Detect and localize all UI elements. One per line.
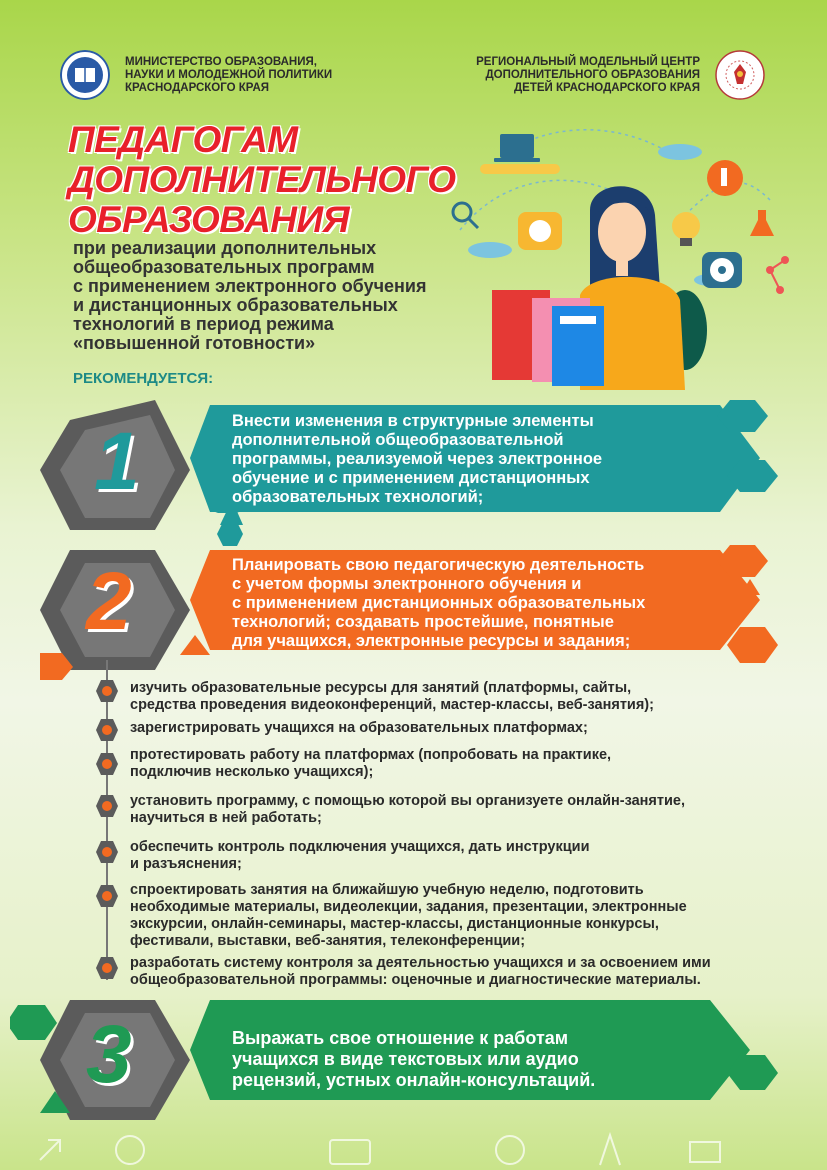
step-text-line: Планировать свою педагогическую деятельность xyxy=(232,556,645,574)
step-text-line: программы, реализуемой через электронное xyxy=(232,450,603,468)
list-item-line: установить программу, с помощью которой вы организуете онлайн-занятие, xyxy=(130,793,686,809)
list-item-line: средства проведения видеоконференций, мастер-классы, веб-занятия); xyxy=(130,697,654,713)
step-1-number: 1 xyxy=(94,416,140,507)
step-text-line: Внести изменения в структурные элементы xyxy=(232,412,594,430)
list-item xyxy=(96,789,796,833)
list-item-line: протестировать работу на платформах (попробовать на практике, xyxy=(130,747,612,763)
list-item xyxy=(96,747,796,789)
list-item xyxy=(96,680,796,717)
list-item-line: общеобразовательной программы: оценочные и диагностические материалы. xyxy=(130,972,701,988)
step-text-line: Выражать свое отношение к работам xyxy=(232,1028,569,1048)
left-org-line: КРАСНОДАРСКОГО КРАЯ xyxy=(125,82,270,94)
soccer-ball-icon xyxy=(702,252,742,288)
lightbulb-icon xyxy=(672,212,700,246)
microscope-icon xyxy=(707,160,743,196)
list-item-line: подключив несколько учащихся); xyxy=(130,764,374,780)
subtitle-line: и дистанционных образовательных xyxy=(73,295,398,315)
step-text-line: с учетом формы электронного обучения и xyxy=(232,575,582,593)
step-text-line: дополнительной общеобразовательной xyxy=(232,431,564,449)
step-1-text xyxy=(232,412,602,507)
hex-bullet-icon xyxy=(96,719,118,741)
hex-bullet-icon xyxy=(96,885,118,907)
left-org-line: НАУКИ И МОЛОДЕЖНОЙ ПОЛИТИКИ xyxy=(125,69,333,81)
title-line: ОБРАЗОВАНИЯ xyxy=(68,199,350,240)
list-item-line: необходимые материалы, видеолекции, задания, презентации, электронные xyxy=(130,899,687,915)
teacher-illustration xyxy=(440,120,800,390)
step-text-line: для учащихся, электронные ресурсы и задания; xyxy=(232,632,631,650)
subtitle-line: общеобразовательных программ xyxy=(73,257,375,277)
flask-icon xyxy=(750,210,774,236)
hex-bullet-icon xyxy=(96,753,118,775)
hex-bullet-icon xyxy=(96,795,118,817)
hex-bullet-icon xyxy=(96,957,118,979)
palette-icon xyxy=(518,212,562,250)
list-item-line: и разъяснения; xyxy=(130,856,242,872)
step-3-number: 3 xyxy=(86,1009,132,1100)
list-item xyxy=(96,879,796,955)
molecule-icon xyxy=(766,256,789,294)
subtitle-line: с применением электронного обучения xyxy=(73,276,427,296)
list-item-line: экскурсии, онлайн-семинары, мастер-классы, дистанционные конкурсы, xyxy=(130,916,659,932)
list-item-line: обеспечить контроль подключения учащихся, дать инструкции xyxy=(130,839,590,855)
right-org-line: ДОПОЛНИТЕЛЬНОГО ОБРАЗОВАНИЯ xyxy=(485,69,700,81)
step-text-line: учащихся в виде текстовых или аудио xyxy=(232,1049,579,1069)
subtitle-line: «повышенной готовности» xyxy=(73,333,316,353)
step-3-text xyxy=(232,1028,595,1091)
recommendation-list xyxy=(96,680,796,995)
ministry-logo-icon xyxy=(60,50,110,100)
subtitle-line: при реализации дополнительных xyxy=(73,238,377,258)
title-line: ПЕДАГОГАМ xyxy=(68,119,298,160)
left-org-name xyxy=(125,56,332,95)
step-text-line: обучение и с применением дистанционных xyxy=(232,469,590,487)
list-item-line: разработать систему контроля за деятельностью учащихся и за освоением ими xyxy=(130,955,711,971)
right-org-line: РЕГИОНАЛЬНЫЙ МОДЕЛЬНЫЙ ЦЕНТР xyxy=(476,56,700,68)
right-org-name xyxy=(476,56,700,95)
page-subtitle xyxy=(73,239,426,353)
page-title xyxy=(68,120,456,240)
list-item-line: зарегистрировать учащихся на образовательных платформах; xyxy=(130,720,588,736)
left-org-line: МИНИСТЕРСТВО ОБРАЗОВАНИЯ, xyxy=(125,56,317,68)
subtitle-line: технологий в период режима xyxy=(73,314,334,334)
list-item-line: спроектировать занятия на ближайшую учебную неделю, подготовить xyxy=(130,882,644,898)
hex-bullet-icon xyxy=(96,841,118,863)
step-text-line: с применением дистанционных образовательных xyxy=(232,594,646,612)
laptop-icon xyxy=(494,134,540,162)
list-item-line: изучить образовательные ресурсы для занятий (платформы, сайты, xyxy=(130,680,632,696)
title-line: ДОПОЛНИТЕЛЬНОГО xyxy=(68,159,456,200)
hex-bullet-icon xyxy=(96,680,118,702)
list-item xyxy=(96,955,796,995)
step-text-line: рецензий, устных онлайн-консультаций. xyxy=(232,1070,596,1090)
books-illustration xyxy=(492,290,604,386)
list-item-line: фестивали, выставки, веб-занятия, телеконференции; xyxy=(130,933,526,949)
step-text-line: технологий; создавать простейшие, понятные xyxy=(232,613,614,631)
list-item xyxy=(96,833,796,879)
regional-center-logo-icon xyxy=(715,50,765,100)
right-org-line: ДЕТЕЙ КРАСНОДАРСКОГО КРАЯ xyxy=(513,82,700,94)
list-item xyxy=(96,717,796,747)
step-text-line: образовательных технологий; xyxy=(232,488,484,506)
step-1-hex-deco xyxy=(217,522,243,546)
list-item-line: научиться в ней работать; xyxy=(130,810,322,826)
step-2-text xyxy=(232,556,645,651)
recommend-label: РЕКОМЕНДУЕТСЯ: xyxy=(73,370,214,387)
step-2-number: 2 xyxy=(86,556,132,647)
background-doodles xyxy=(0,1120,827,1170)
